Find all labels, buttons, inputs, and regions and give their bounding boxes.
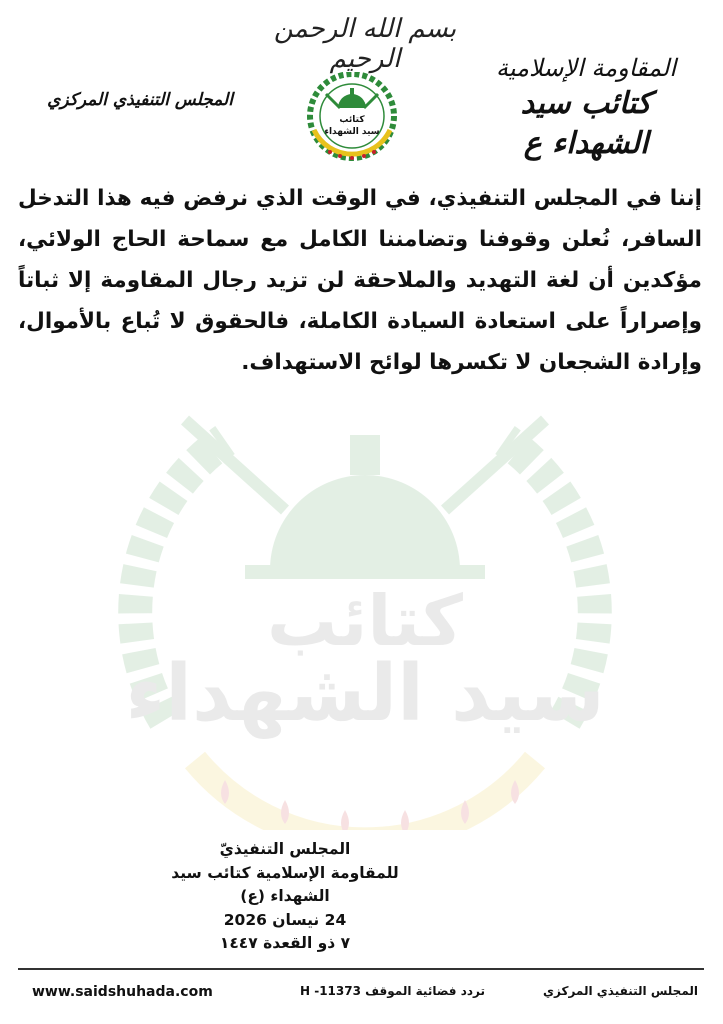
- logo-text-1: كتائب: [339, 115, 365, 125]
- footer-council: المجلس التنفيذي المركزي: [543, 984, 698, 998]
- website-link[interactable]: www.saidshuhada.com: [32, 984, 213, 1000]
- signature-date-gregorian: 24 نيسان 2026: [223, 910, 347, 929]
- signature-date-hijri: ٧ ذو القعدة ١٤٤٧: [219, 934, 351, 952]
- basmala: بسم الله الرحمن الرحيم: [273, 14, 457, 74]
- statement-paragraph: إننا في المجلس التنفيذي، في الوقت الذي نرفض فيه هذا التدخل السافر، نُعلن وقوفنا وتضامننا الكامل مع سماحة الحاج الولائي، مؤكدين أن لغة التهديد والملاحقة لن تزيد رجال المقاومة إلا ثباتاً وإصراراً على استعادة السيادة الكاملة، فالحقوق لا تُباع بالأموال، وإرادة الشجعان لا تكسرها لوائح الاستهداف.: [18, 186, 702, 375]
- signature-line-1: المجلس التنفيذيّ: [219, 840, 351, 858]
- org-line-1: المقاومة الإسلامية: [496, 54, 676, 82]
- org-line-2: كتائب سيد الشهداء ع: [520, 86, 652, 161]
- satellite-frequency: تردد فضائية الموقف H -11373: [300, 984, 485, 998]
- council-title: المجلس التنفيذي المركزي: [47, 90, 233, 110]
- logo-text-2: سيد الشهداء: [324, 127, 380, 137]
- footer: [18, 984, 704, 1006]
- organization-name: [471, 52, 701, 164]
- signature-line-2: للمقاومة الإسلامية كتائب سيد الشهداء (ع): [171, 863, 399, 905]
- watermark-text-1: كتائب: [267, 580, 463, 662]
- signature-block: [150, 838, 420, 956]
- watermark-text-2: سيد الشهداء: [125, 649, 605, 739]
- watermark-emblem: [105, 360, 625, 830]
- footer-divider: [18, 968, 704, 970]
- organization-logo: [300, 72, 404, 162]
